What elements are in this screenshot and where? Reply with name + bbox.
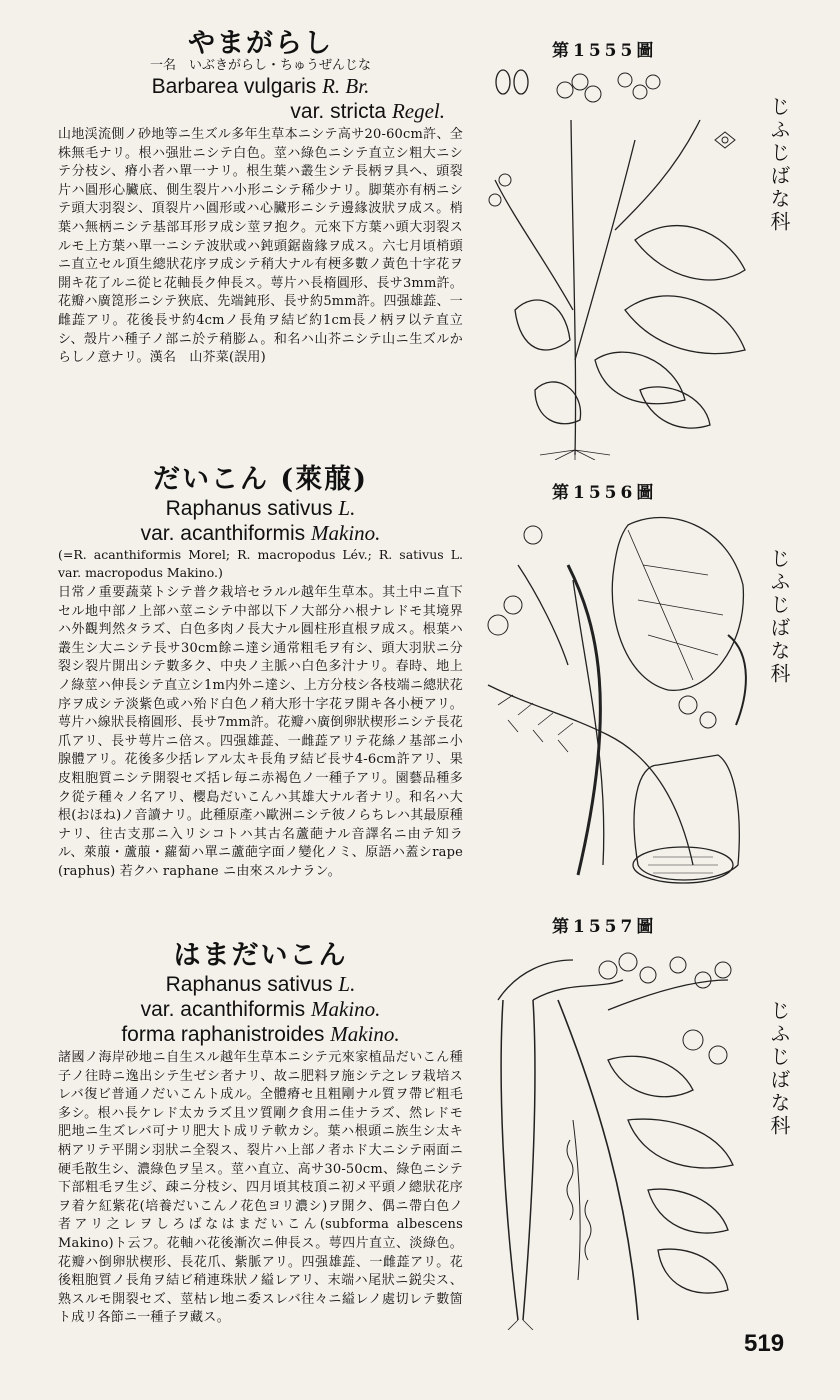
forma-name: forma raphanistroides Makino. [121, 1022, 400, 1046]
variety-name: var. acanthiformis Makino. [140, 521, 381, 545]
illustration-daikon [478, 505, 768, 900]
illustration-barbarea [475, 60, 765, 460]
scientific-name: Raphanus sativus L. [165, 496, 356, 520]
page-number: 519 [744, 1330, 785, 1357]
entry-title: だいこん (萊菔) [153, 464, 368, 495]
variety-name: var. stricta Regel. [290, 99, 445, 123]
scientific-name: Raphanus sativus L. [165, 972, 356, 996]
variety-name: var. acanthiformis Makino. [140, 997, 381, 1021]
entry-description: 諸國ノ海岸砂地ニ自生スル越年生草本ニシテ元來家植品だいこん種子ノ往時ニ逸出シテ生ゼシ者ナリ、故ニ肥料ヲ施シテ之レヲ栽培スレバ復ビ普通ノだいこんト成ル。全體瘠セ且粗剛ナル質ヲ帶ビ粗毛多シ。根ハ長ケレド太カラズ且ツ質剛ク食用ニ佳ナラズ、然レドモ肥地ニ生ズレバ可ナリ肥大ト成リテ軟カシ。葉ハ根頭ニ族生シ太キ柄アリテ平開シ羽狀ニ全裂ス、裂片ハ上部ノ者ホド大ニシテ兩面ニ硬毛散生シ、濃綠色ヲ呈ス。莖ハ直立、高サ30-50cm、綠色ニシテ下部粗毛ヲ生ジ、疎ニ分枝シ、四月頃其枝頂ニ初メ平頭ノ總狀花序ヲ着ケ紅紫花(培養だいこんノ花色ヨリ濃シ)ヲ開ク、偶ニ帶白色ノ者アリ之レヲしろばなはまだいこん(subforma albescens Makino)ト云フ。花軸ハ花後漸次ニ伸長ス。萼四片直立、淡綠色。花瓣ハ倒卵狀楔形、長花爪、紫脈アリ。四强雄蕋、一雌蕋アリ。花後粗胞質ノ長角ヲ結ビ稍連珠狀ノ縊レアリ、末端ハ尾狀ニ鋭尖ス、熟スルモ開裂セズ、莖枯レ地ニ委スレバ往々ニ縊レノ處切レテ數箇ト成リ各節ニ一種子ヲ藏ス。 [58, 1050, 463, 1326]
entry-hamadaikon [58, 940, 463, 1328]
family-label: じふじばな科 [767, 96, 791, 234]
entry-daikon [58, 464, 463, 936]
entry-description: 山地渓流側ノ砂地等ニ生ズル多年生草本ニシテ高サ20-60cm許、全株無毛ナリ。根ハ强壯ニシテ白色。莖ハ綠色ニシテ直立シ粗大ニシテ分枝シ、瘠小者ハ單一ナリ。根生葉ハ叢生シテ長柄ヲ具ヘ、頭裂片ハ圓形心臟底、側生裂片ハ小形ニシテ稀少ナリ。脚葉亦有柄ニシテ頭大羽裂シ、頂裂片ハ圓形或ハ心臟形ニシテ邊緣波狀ヲ成ス。梢葉ハ無柄ニシテ基部耳形ヲ成シ莖ヲ抱ク。元來下方葉ハ頭大羽裂スルモ上方葉ハ單一ニシテ波狀或ハ鈍頭鋸齒緣ヲ成ス。六七月頃梢頭ニ直立セル頂生總狀花序ヲ成シテ稍大ナル有梗多數ノ黃色十字花ヲ開キ花了ルニ從ヒ花軸長ク伸長ス。萼片ハ長楕圓形、長サ3mm許。花瓣ハ廣箆形ニシテ狹底、先端鈍形、長サ約5mm許。四强雄蕋、一雌蕋アリ。花後長サ約4cmノ長角ヲ結ビ約1cm長ノ柄ヲ以テ直立シ、殼片ハ種子ノ部ニ於テ稍膨ム。和名ハ山芥ニシテ山ニ生ズルからしノ意ナリ。漢名 山芥菜(誤用) [58, 127, 463, 366]
alternate-names: 一名 いぶきがらし・ちゅうぜんじな [149, 58, 371, 73]
text-column [58, 28, 463, 1328]
synonyms: (=R. acanthiformis Morel; R. macropodus Lév.; R. sativus L. var. macropodus Makino.) [58, 547, 463, 580]
family-label: じふじばな科 [767, 1000, 791, 1138]
figure-label: 第1557圖 [552, 917, 658, 937]
entry-title: やまがらし [188, 28, 333, 59]
entry-title: はまだいこん [173, 940, 348, 971]
family-label: じふじばな科 [767, 548, 791, 686]
figure-label: 第1556圖 [552, 483, 658, 503]
illustration-hamadaikon [478, 940, 768, 1330]
entry-yamagarashi [58, 28, 463, 456]
entry-description: 日常ノ重要蔬菜トシテ普ク栽培セラルル越年生草本。其土中ニ直下セル地中部ノ上部ハ莖ニシテ中部以下ノ大部分ハ根ナレドモ其境界ハ外觀判然タラズ、白色多肉ノ長大ナル圓柱形直根ヲ成ス。根葉ハ叢生シ大ニシテ長サ30cm餘ニ達シ通常粗毛ヲ有シ、頭大羽狀ニ分裂シ裂片開出シテ數多ク、中央ノ主脈ハ白色多汁ナリ。春時、地上ノ綠莖ハ伸長シテ直立シ1m内外ニ達シ、上方分枝シ各枝端ニ總狀花序ヲ成シテ淡紫色或ハ殆ド白色ノ稍大形十字花ヲ開キ各小梗アリ。萼片ハ線狀長楕圓形、長サ7mm許。花瓣ハ廣倒卵狀楔形ニシテ長花爪アリ、長サ萼片ニ倍ス。四强雄蕋、一雌蕋アリテ花絲ノ基部ニ小腺體アリ。花後多少括レアル太キ長角ヲ結ビ長サ4-6cm許アリ、果皮粗胞質ニシテ開裂セズ括レ毎ニ赤褐色ノ一種子アリ。園藝品種多ク從テ種々ノ名アリ、櫻島だいこんハ其雄大ナル者ナリ。和名ハ大根(おほね)ノ音讀ナリ。此種原產ハ歐洲ニシテ彼ノらちレハ其最原種ナリ、往古支那ニ入リシコトハ其古名蘆葩ナル音譯名ニ由テ知ラル、萊菔・蘆菔・蘿蔔ハ單ニ蘆葩字面ノ變化ノミ、原語ハ蓋シrape (raphus) 若クハ raphane ニ由來スルナラン。 [58, 585, 463, 879]
figure-label: 第1555圖 [552, 41, 658, 61]
scientific-name: Barbarea vulgaris R. Br. [151, 74, 370, 98]
